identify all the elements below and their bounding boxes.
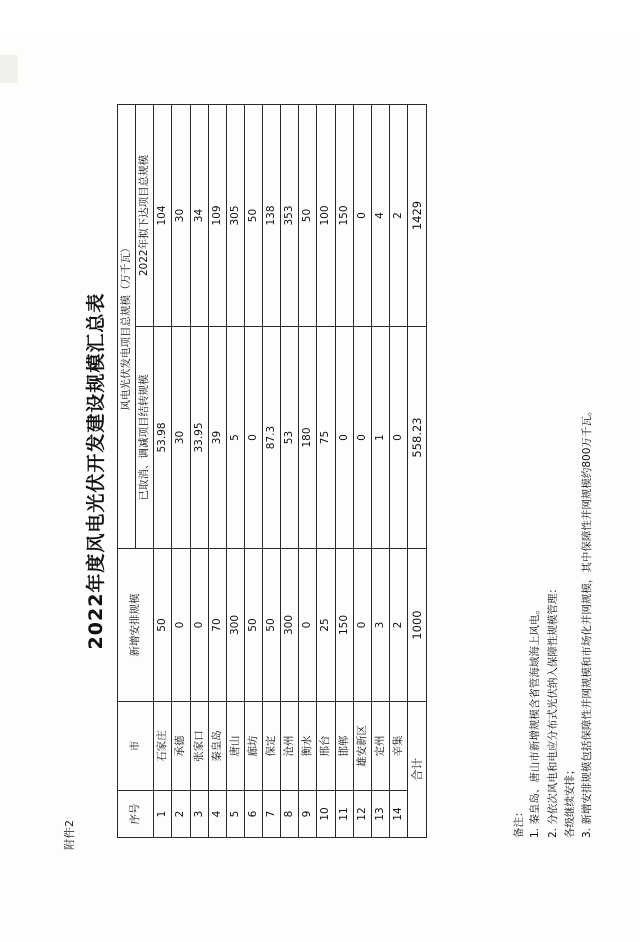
scan-edge-left (0, 55, 18, 83)
document-surface (55, 86, 594, 856)
table-header-row-1 (118, 105, 136, 838)
row-total: 34 (190, 105, 208, 327)
table-row (263, 105, 281, 838)
row-total: 50 (244, 105, 262, 327)
table-row (317, 105, 335, 838)
row-carryover: 0 (335, 327, 353, 549)
row-total: 109 (208, 105, 226, 327)
row-no: 14 (389, 791, 407, 838)
row-total: 4 (371, 105, 389, 327)
summary-table (117, 104, 427, 838)
row-no: 2 (172, 791, 190, 838)
row-carryover: 53 (281, 327, 299, 549)
total-2022: 1429 (408, 105, 427, 327)
row-carryover: 75 (317, 327, 335, 549)
table-row (389, 105, 407, 838)
row-city: 雄安新区 (353, 702, 371, 791)
row-new-scale: 50 (244, 549, 262, 702)
table-row (190, 105, 208, 838)
row-total: 150 (335, 105, 353, 327)
row-city: 廊坊 (244, 702, 262, 791)
row-no: 3 (190, 791, 208, 838)
row-city: 保定 (263, 702, 281, 791)
row-carryover: 180 (299, 327, 317, 549)
row-city: 石家庄 (154, 702, 172, 791)
row-total: 100 (317, 105, 335, 327)
row-no: 11 (335, 791, 353, 838)
row-carryover: 1 (371, 327, 389, 549)
table-row (281, 105, 299, 838)
row-new-scale: 0 (190, 549, 208, 702)
table-row (172, 105, 190, 838)
row-new-scale: 0 (353, 549, 371, 702)
table-row (154, 105, 172, 838)
row-no: 9 (299, 791, 317, 838)
row-new-scale: 3 (371, 549, 389, 702)
header-total-2022: 2022年拟下达项目总规模 (136, 105, 154, 327)
total-label: 合计 (408, 702, 427, 838)
row-no: 12 (353, 791, 371, 838)
table-head (118, 105, 154, 838)
notes-block (511, 122, 596, 838)
table-body (154, 105, 427, 838)
table-total-row (408, 105, 427, 838)
note-item: 2. 分依次风电和电应分布式光伏纳入保障性规模管理： (546, 583, 559, 838)
row-new-scale: 50 (263, 549, 281, 702)
row-total: 353 (281, 105, 299, 327)
table-row (353, 105, 371, 838)
row-city: 辛集 (389, 702, 407, 791)
row-no: 1 (154, 791, 172, 838)
header-city: 市 (118, 702, 154, 791)
row-city: 承德 (172, 702, 190, 791)
row-total: 2 (389, 105, 407, 327)
row-new-scale: 300 (281, 549, 299, 702)
row-no: 7 (263, 791, 281, 838)
row-total: 30 (172, 105, 190, 327)
row-city: 定州 (371, 702, 389, 791)
attachment-label: 附件2 (63, 819, 76, 850)
row-new-scale: 2 (389, 549, 407, 702)
row-total: 138 (263, 105, 281, 327)
row-city: 沧州 (281, 702, 299, 791)
row-city: 唐山 (226, 702, 244, 791)
table-row (226, 105, 244, 838)
row-city: 邢台 (317, 702, 335, 791)
row-new-scale: 0 (172, 549, 190, 702)
row-no: 8 (281, 791, 299, 838)
row-total: 104 (154, 105, 172, 327)
row-new-scale: 50 (154, 549, 172, 702)
row-no: 5 (226, 791, 244, 838)
row-total: 305 (226, 105, 244, 327)
row-carryover: 39 (208, 327, 226, 549)
page-title: 2022年度风电光伏开发建设规模汇总表 (85, 292, 107, 650)
scan-edge-top (0, 0, 640, 38)
row-city: 衡水 (299, 702, 317, 791)
row-city: 张家口 (190, 702, 208, 791)
row-new-scale: 0 (299, 549, 317, 702)
row-carryover: 0 (244, 327, 262, 549)
notes-list (527, 122, 595, 838)
note-item: 3. 新增安排规模包括保障性并网规模和市场化并网规模，其中保障性并网规模约800万千瓦。 (581, 405, 594, 838)
table-row (371, 105, 389, 838)
table-row (335, 105, 353, 838)
rotated-document (55, 86, 594, 856)
row-no: 10 (317, 791, 335, 838)
header-carryover: 已取消、调减项目结转规模 (136, 327, 154, 549)
notes-title: 备注： (513, 806, 525, 838)
row-carryover: 53.98 (154, 327, 172, 549)
row-new-scale: 150 (335, 549, 353, 702)
total-carryover: 558.23 (408, 327, 427, 549)
table-row (244, 105, 262, 838)
note-subitem: 各级继续安排； (563, 764, 576, 838)
row-carryover: 33.95 (190, 327, 208, 549)
row-carryover: 87.3 (263, 327, 281, 549)
header-group-total: 风电光伏发电项目总规模（万千瓦） (118, 105, 136, 549)
row-no: 6 (244, 791, 262, 838)
row-carryover: 0 (353, 327, 371, 549)
header-new-scale: 新增安排规模 (118, 549, 154, 702)
row-total: 0 (353, 105, 371, 327)
row-carryover: 0 (389, 327, 407, 549)
total-new-scale: 1000 (408, 549, 427, 702)
row-total: 50 (299, 105, 317, 327)
row-new-scale: 300 (226, 549, 244, 702)
row-city: 秦皇岛 (208, 702, 226, 791)
row-new-scale: 70 (208, 549, 226, 702)
note-item: 1. 秦皇岛、唐山市新增规模含省管海域海上风电。 (529, 604, 542, 838)
row-carryover: 5 (226, 327, 244, 549)
row-new-scale: 25 (317, 549, 335, 702)
row-no: 13 (371, 791, 389, 838)
row-carryover: 30 (172, 327, 190, 549)
row-no: 4 (208, 791, 226, 838)
table-row (208, 105, 226, 838)
row-city: 邯郸 (335, 702, 353, 791)
table-row (299, 105, 317, 838)
header-no: 序号 (118, 791, 154, 838)
